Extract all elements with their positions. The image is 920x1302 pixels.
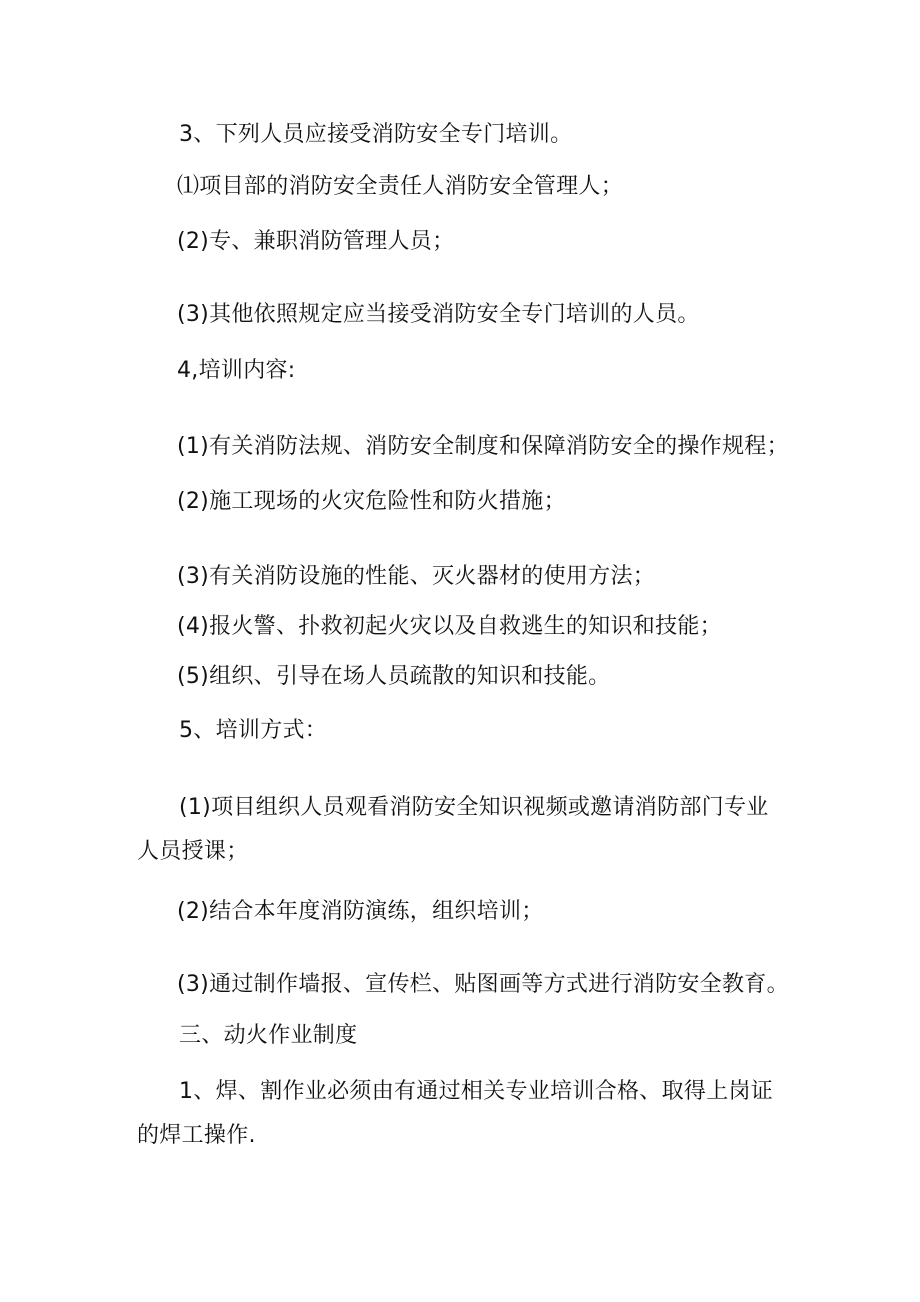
paragraph-item-1: ⑴项目部的消防安全责任人消防安全管理人； bbox=[177, 174, 624, 199]
paragraph-hot-work-item-1: 1、焊、割作业必须由有通过相关专业培训合格、取得上岗证的焊工操作. bbox=[137, 1079, 774, 1148]
paragraph-method-item-3: (3)通过制作墙报、宣传栏、贴图画等方式进行消防安全教育。 bbox=[177, 972, 789, 997]
paragraph-content-item-3: (3)有关消防设施的性能、灭火器材的使用方法； bbox=[177, 564, 656, 589]
paragraph-content-item-5: (5)组织、引导在场人员疏散的知识和技能。 bbox=[177, 664, 611, 689]
paragraph-content-item-1: (1)有关消防法规、消防安全制度和保障消防安全的操作规程； bbox=[177, 434, 789, 459]
paragraph-content-item-2: (2)施工现场的火灾危险性和防火措施； bbox=[177, 489, 566, 514]
paragraph-training-content-heading: 4,培训内容: bbox=[177, 358, 296, 383]
paragraph-training-personnel-heading: 3、下列人员应接受消防安全专门培训。 bbox=[179, 122, 573, 147]
paragraph-item-2: (2)专、兼职消防管理人员； bbox=[177, 229, 455, 254]
paragraph-item-3: (3)其他依照规定应当接受消防安全专门培训的人员。 bbox=[177, 302, 700, 327]
paragraph-training-method-heading: 5、培训方式： bbox=[179, 718, 328, 743]
paragraph-content-item-4: (4)报火警、扑救初起火灾以及自救逃生的知识和技能； bbox=[177, 614, 722, 639]
paragraph-method-item-2: (2)结合本年度消防演练，组织培训； bbox=[177, 899, 544, 924]
paragraph-method-item-1: (1)项目组织人员观看消防安全知识视频或邀请消防部门专业人员授课； bbox=[137, 795, 769, 864]
section-heading-hot-work: 三、动火作业制度 bbox=[179, 1023, 358, 1048]
